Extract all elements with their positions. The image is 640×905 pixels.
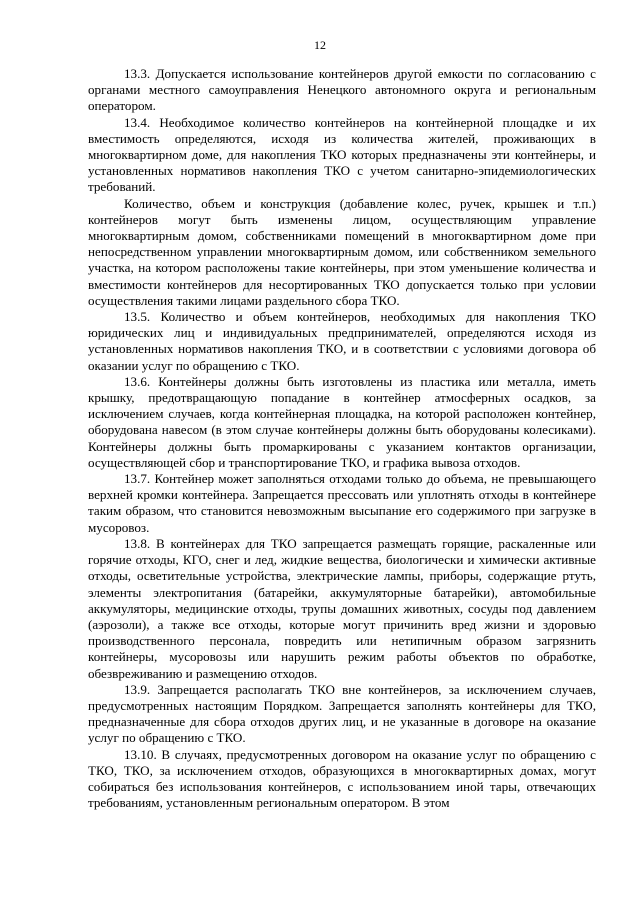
paragraph-13-8: 13.8. В контейнерах для ТКО запрещается размещать горящие, раскаленные или горячие отходы, КГО, снег и лед, жидкие вещества, биологически и химически активные отходы, осветительные устройства, электрические лампы, приборы, содержащие ртуть, элементы электропитания (батарейки, аккумуляторные батарейки), автомобильные аккумуляторы, медицинские отходы, трупы домашних животных, сосуды под давлением (аэрозоли), а также все отходы, которые могут причинить вред жизни и здоровью производственного персонала, повредить или нетипичным образом загрязнить контейнеры, мусоровозы или нарушить режим работы объектов по обработке, обезвреживанию и размещению отходов. <box>88 535 596 681</box>
paragraph-13-7: 13.7. Контейнер может заполняться отходами только до объема, не превышающего верхней кромки контейнера. Запрещается прессовать или уплотнять отходы в контейнере таким образом, что становится невозможным высыпание его содержимого при загрузке в мусоровоз. <box>88 471 596 535</box>
paragraph-13-4-container-changes: Количество, объем и конструкция (добавление колес, ручек, крышек и т.п.) контейнеров могут быть изменены лицом, осуществляющим управление многоквартирным домом, собственниками помещений в многоквартирном доме при непосредственном управлении многоквартирным домом, или собственником земельного участка, на котором расположены такие контейнеры, при этом уменьшение количества и вместимости контейнеров для несортированных ТКО допускается только при условии осуществления такими лицами раздельного сбора ТКО. <box>88 195 596 308</box>
paragraph-13-4: 13.4. Необходимое количество контейнеров на контейнерной площадке и их вместимость определяются, исходя из количества жителей, проживающих в многоквартирном доме, для накопления ТКО которых предназначены эти контейнеры, и установленных нормативов накопления ТКО с учетом санитарно-эпидемиологических требований. <box>88 114 596 195</box>
page-number: 12 <box>314 38 326 52</box>
paragraph-13-9: 13.9. Запрещается располагать ТКО вне контейнеров, за исключением случаев, предусмотренных настоящим Порядком. Запрещается заполнять контейнеры для ТКО, предназначенные для сбора отходов других лиц, и не указанные в договоре на оказание услуг по обращению с ТКО. <box>88 681 596 746</box>
paragraph-13-6: 13.6. Контейнеры должны быть изготовлены из пластика или металла, иметь крышку, предотвращающую попадание в контейнер атмосферных осадков, за исключением случаев, когда контейнерная площадка, на которой расположен контейнер, оборудована навесом (в этом случае контейнеры должны быть оборудованы колесиками). Контейнеры должны быть промаркированы с указанием контактов организации, осуществляющей сбор и транспортирование ТКО, и графика вывоза отходов. <box>88 373 596 470</box>
paragraph-13-10: 13.10. В случаях, предусмотренных договором на оказание услуг по обращению с ТКО, ТКО, за исключением отходов, образующихся в многоквартирных домах, могут собираться без использования контейнеров, с использованием иной тары, отвечающих требованиям, установленным региональным оператором. В этом <box>88 746 596 811</box>
paragraph-13-3: 13.3. Допускается использование контейнеров другой емкости по согласованию с органами местного самоуправления Ненецкого автономного округа и региональным оператором. <box>88 66 596 114</box>
paragraph-13-5: 13.5. Количество и объем контейнеров, необходимых для накопления ТКО юридических лиц и индивидуальных предпринимателей, определяются исходя из установленных нормативов накопления ТКО, и в соответствии с условиями договора об оказании услуг по обращению с ТКО. <box>88 309 596 373</box>
document-body <box>88 66 596 811</box>
